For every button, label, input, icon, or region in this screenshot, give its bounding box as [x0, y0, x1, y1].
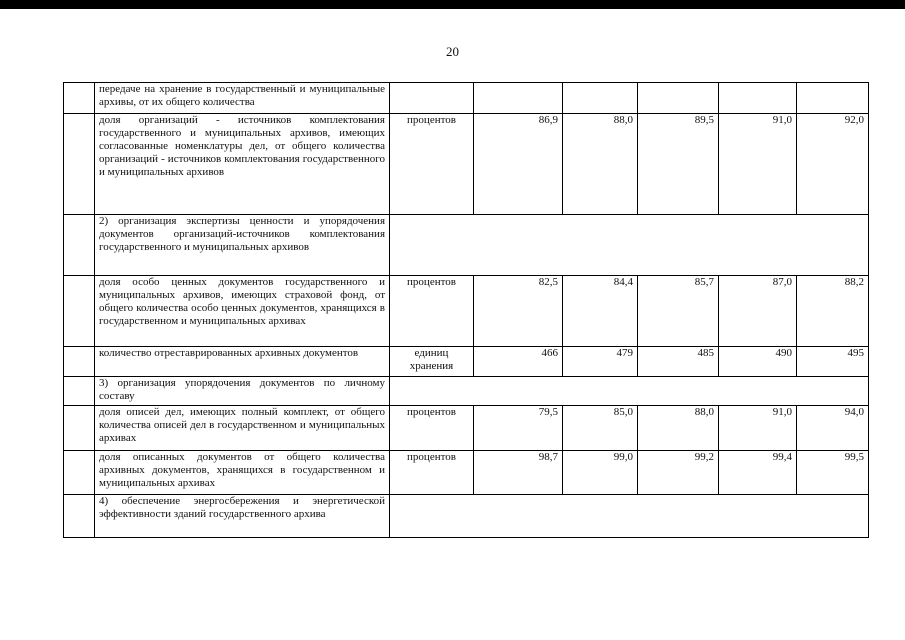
- value-cell: 479: [563, 347, 638, 377]
- value-cell: [638, 83, 719, 114]
- value-cell: 485: [638, 347, 719, 377]
- value-cell: [719, 83, 797, 114]
- value-cell: 88,2: [797, 276, 869, 347]
- table-row: [64, 347, 869, 377]
- unit-cell: [390, 83, 474, 114]
- row-index-cell: [64, 114, 95, 215]
- section-title: 4) обеспечение энергосбережения и энергетической эффективности зданий государственного архива: [95, 495, 390, 538]
- section-header-row: [64, 377, 869, 406]
- row-index-cell: [64, 406, 95, 451]
- section-header-row: [64, 495, 869, 538]
- table-row: [64, 114, 869, 215]
- value-cell: 79,5: [474, 406, 563, 451]
- value-cell: 86,9: [474, 114, 563, 215]
- row-index-cell: [64, 215, 95, 276]
- value-cell: 82,5: [474, 276, 563, 347]
- value-cell: 466: [474, 347, 563, 377]
- value-cell: [563, 83, 638, 114]
- value-cell: 490: [719, 347, 797, 377]
- value-cell: 99,2: [638, 451, 719, 495]
- indicator-name: доля организаций - источников комплектования государственного и муниципальных архивов, имеющих согласованные номенклатуры дел, от общего количества организаций - источников комплектования государственного и муниципальных архивов: [95, 114, 390, 215]
- unit-cell: единиц хранения: [390, 347, 474, 377]
- empty-span-cell: [390, 377, 869, 406]
- row-index-cell: [64, 83, 95, 114]
- unit-cell: процентов: [390, 451, 474, 495]
- indicator-name: количество отреставрированных архивных документов: [95, 347, 390, 377]
- empty-span-cell: [390, 495, 869, 538]
- section-header-row: [64, 215, 869, 276]
- value-cell: 85,7: [638, 276, 719, 347]
- page-number: 20: [446, 44, 459, 59]
- value-cell: 99,4: [719, 451, 797, 495]
- table-row: [64, 276, 869, 347]
- value-cell: 87,0: [719, 276, 797, 347]
- value-cell: [797, 83, 869, 114]
- row-index-cell: [64, 377, 95, 406]
- value-cell: 84,4: [563, 276, 638, 347]
- value-cell: 85,0: [563, 406, 638, 451]
- row-index-cell: [64, 451, 95, 495]
- row-index-cell: [64, 276, 95, 347]
- table-row: [64, 83, 869, 114]
- value-cell: 89,5: [638, 114, 719, 215]
- value-cell: 88,0: [638, 406, 719, 451]
- indicator-name: доля описей дел, имеющих полный комплект, от общего количества описей дел в государственном и муниципальных архивах: [95, 406, 390, 451]
- scan-top-border: [0, 0, 905, 9]
- row-index-cell: [64, 495, 95, 538]
- indicator-name: передаче на хранение в государственный и муниципальные архивы, от их общего количества: [95, 83, 390, 114]
- value-cell: 99,0: [563, 451, 638, 495]
- empty-span-cell: [390, 215, 869, 276]
- indicator-name: доля особо ценных документов государственного и муниципальных архивов, имеющих страховой фонд, от общего количества особо ценных документов, хранящихся в государственном и муниципальных архивах: [95, 276, 390, 347]
- section-title: 3) организация упорядочения документов по личному составу: [95, 377, 390, 406]
- value-cell: 99,5: [797, 451, 869, 495]
- value-cell: 92,0: [797, 114, 869, 215]
- section-title: 2) организация экспертизы ценности и упорядочения документов организаций-источников комплектования государственного и муниципальных архивов: [95, 215, 390, 276]
- value-cell: 91,0: [719, 406, 797, 451]
- value-cell: 94,0: [797, 406, 869, 451]
- indicators-table: [63, 82, 869, 538]
- unit-cell: процентов: [390, 406, 474, 451]
- value-cell: [474, 83, 563, 114]
- table-row: [64, 451, 869, 495]
- value-cell: 91,0: [719, 114, 797, 215]
- unit-cell: процентов: [390, 114, 474, 215]
- unit-cell: процентов: [390, 276, 474, 347]
- row-index-cell: [64, 347, 95, 377]
- table-row: [64, 406, 869, 451]
- value-cell: 98,7: [474, 451, 563, 495]
- value-cell: 88,0: [563, 114, 638, 215]
- value-cell: 495: [797, 347, 869, 377]
- indicator-name: доля описанных документов от общего количества архивных документов, хранящихся в государственном и муниципальных архивах: [95, 451, 390, 495]
